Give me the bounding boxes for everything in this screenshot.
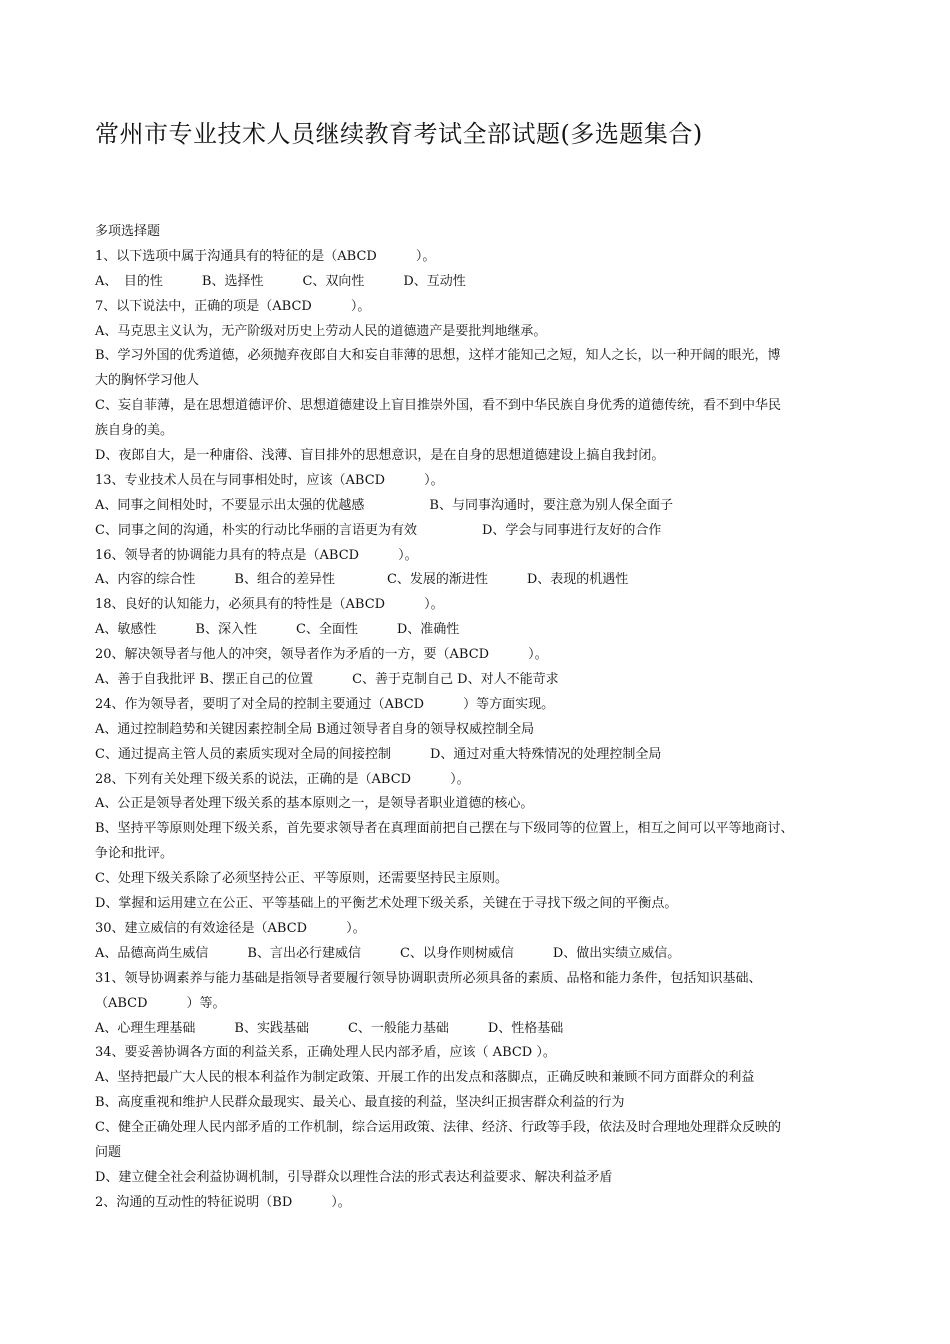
text-line: 24、作为领导者，要明了对全局的控制主要通过（ABCD ）等方面实现。 — [95, 696, 555, 712]
document-body — [95, 220, 855, 1216]
text-line: 族自身的美。 — [95, 423, 174, 439]
text-line: D、建立健全社会利益协调机制，引导群众以理性合法的形式表达利益要求、解决利益矛盾 — [95, 1169, 613, 1185]
section-heading: 多项选择题 — [95, 224, 161, 239]
text-line: 1、以下选项中属于沟通具有的特征的是（ABCD ）。 — [95, 248, 436, 264]
text-line: （ABCD ）等。 — [95, 995, 226, 1011]
text-line: 16、领导者的协调能力具有的特点是（ABCD ）。 — [95, 547, 418, 563]
text-line: A、坚持把最广大人民的根本利益作为制定政策、开展工作的出发点和落脚点，正确反映和兼顾不同方面群众的利益 — [95, 1070, 755, 1086]
text-line: D、掌握和运用建立在公正、平等基础上的平衡艺术处理下级关系，关键在于寻找下级之间的平衡点。 — [95, 896, 678, 912]
question-lines — [95, 245, 855, 1216]
text-line: D、夜郎自大，是一种庸俗、浅薄、盲目排外的思想意识，是在自身的思想道德建设上搞自我封闭。 — [95, 448, 665, 464]
text-line: 31、领导协调素养与能力基础是指领导者要履行领导协调职责所必须具备的素质、品格和能力条件，包括知识基础、 — [95, 970, 762, 986]
text-line: 7、以下说法中，正确的项是（ABCD ）。 — [95, 298, 371, 314]
text-line: A、马克思主义认为，无产阶级对历史上劳动人民的道德遗产是要批判地继承。 — [95, 323, 547, 339]
text-line: 2、沟通的互动性的特征说明（BD ）。 — [95, 1194, 351, 1210]
text-line: A、敏感性 B、深入性 C、全面性 D、准确性 — [95, 622, 460, 638]
text-line: A、品德高尚生威信 B、言出必行建威信 C、以身作则树威信 D、做出实绩立威信。 — [95, 945, 681, 961]
text-line: C、通过提高主管人员的素质实现对全局的间接控制 D、通过对重大特殊情况的处理控制全局 — [95, 746, 662, 762]
text-line: C、健全正确处理人民内部矛盾的工作机制，综合运用政策、法律、经济、行政等手段，依法及时合理地处理群众反映的 — [95, 1120, 781, 1136]
text-line: A、 目的性 B、选择性 C、双向性 D、互动性 — [95, 273, 466, 289]
text-line: C、处理下级关系除了必须坚持公正、平等原则，还需要坚持民主原则。 — [95, 871, 508, 887]
text-line: 30、建立威信的有效途径是（ABCD ）。 — [95, 920, 366, 936]
text-line: A、同事之间相处时，不要显示出太强的优越感 B、与同事沟通时，要注意为别人保全面子 — [95, 497, 673, 513]
text-line: 28、下列有关处理下级关系的说法，正确的是（ABCD ）。 — [95, 771, 470, 787]
text-line: C、同事之间的沟通，朴实的行动比华丽的言语更为有效 D、学会与同事进行友好的合作 — [95, 522, 662, 538]
text-line: 问题 — [95, 1144, 122, 1160]
text-line: 34、要妥善协调各方面的利益关系，正确处理人民内部矛盾，应该（ ABCD ）。 — [95, 1045, 556, 1061]
document-title: 常州市专业技术人员继续教育考试全部试题(多选题集合) — [95, 120, 703, 148]
text-line: A、公正是领导者处理下级关系的基本原则之一，是领导者职业道德的核心。 — [95, 796, 534, 812]
text-line: 13、专业技术人员在与同事相处时，应该（ABCD ）。 — [95, 472, 444, 488]
text-line: B、坚持平等原则处理下级关系，首先要求领导者在真理面前把自己摆在与下级同等的位置上，相互之间可以平等地商讨、 — [95, 821, 794, 837]
text-line: 18、良好的认知能力，必须具有的特性是（ABCD ）。 — [95, 597, 444, 613]
text-line: A、内容的综合性 B、组合的差异性 C、发展的渐进性 D、表现的机遇性 — [95, 572, 629, 588]
text-line: A、通过控制趋势和关键因素控制全局 B通过领导者自身的领导权威控制全局 — [95, 721, 535, 737]
text-line: C、妄自菲薄，是在思想道德评价、思想道德建设上盲目推崇外国，看不到中华民族自身优秀的道德传统，看不到中华民 — [95, 398, 781, 414]
text-line: B、高度重视和维护人民群众最现实、最关心、最直接的利益，坚决纠正损害群众利益的行为 — [95, 1095, 625, 1111]
text-line: A、心理生理基础 B、实践基础 C、一般能力基础 D、性格基础 — [95, 1020, 564, 1036]
text-line: 争论和批评。 — [95, 846, 174, 862]
text-line: B、学习外国的优秀道德，必须抛弃夜郎自大和妄自菲薄的思想，这样才能知己之短，知人之长，以一种开阔的眼光，博 — [95, 348, 781, 364]
text-line: 大的胸怀学习他人 — [95, 373, 200, 389]
text-line: A、善于自我批评 B、摆正自己的位置 C、善于克制自己 D、对人不能苛求 — [95, 672, 559, 688]
text-line: 20、解决领导者与他人的冲突，领导者作为矛盾的一方，要（ABCD ）。 — [95, 647, 548, 663]
